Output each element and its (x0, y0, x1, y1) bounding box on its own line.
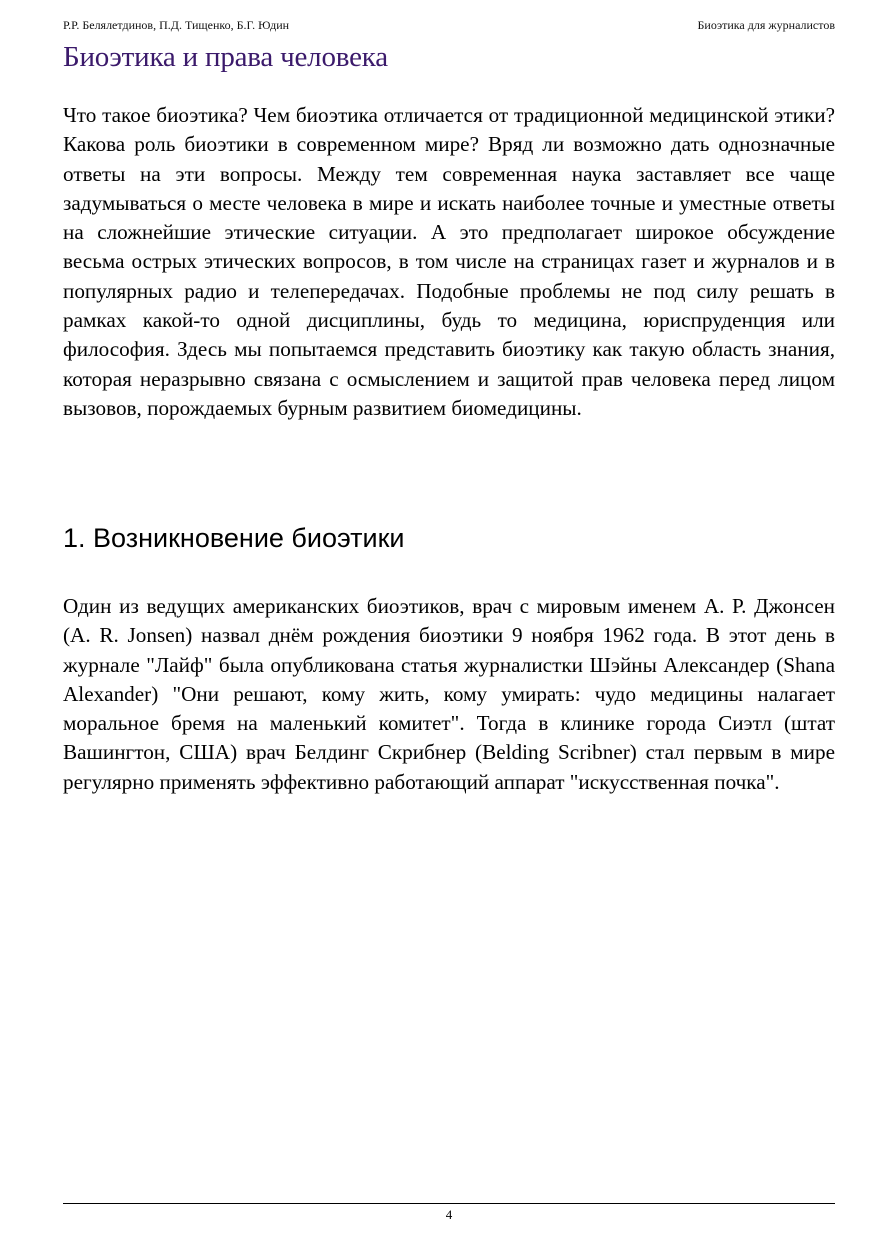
footer-divider (63, 1203, 835, 1204)
header-book-title: Биоэтика для журналистов (697, 18, 835, 32)
page-header (63, 17, 835, 33)
intro-paragraph: Что такое биоэтика? Чем биоэтика отличается от традиционной медицинской этики? Какова роль биоэтики в современном мире? Вряд ли возможно дать однозначные ответы на эти вопросы. Между тем современная наука заставляет все чаще задумываться о месте человека в мире и искать наиболее точные и уместные ответы на сложнейшие этические ситуации. А это предполагает широкое обсуждение весьма острых этических вопросов, в том числе на страницах газет и журналов и в популярных радио и телепередачах. Подобные проблемы не под силу решать в рамках какой-то одной дисциплины, будь то медицина, юриспруденция или философия. Здесь мы попытаемся представить биоэтику как такую область знания, которая неразрывно связана с осмыслением и защитой прав человека перед лицом вызовов, порождаемых бурным развитием биомедицины. (63, 103, 835, 420)
section-heading: 1. Возникновение биоэтики (63, 523, 405, 553)
header-authors: Р.Р. Белялетдинов, П.Д. Тищенко, Б.Г. Юдин (63, 18, 290, 32)
section-paragraph: Один из ведущих американских биоэтиков, врач с мировым именем А. Р. Джонсен (A. R. Jonsen) назвал днём рождения биоэтики 9 ноября 1962 года. В этот день в журнале "Лайф" была опубликована статья журналистки Шэйны Александер (Shana Alexander) "Они решают, кому жить, кому умирать: чудо медицины налагает моральное бремя на маленький комитет". Тогда в клинике города Сиэтл (штат Вашингтон, США) врач Белдинг Скрибнер (Belding Scribner) стал первым в мире регулярно применять эффективно работающий аппарат "искусственная почка". (63, 594, 835, 794)
document-title: Биоэтика и права человека (63, 41, 388, 73)
page-number: 4 (445, 1207, 453, 1222)
